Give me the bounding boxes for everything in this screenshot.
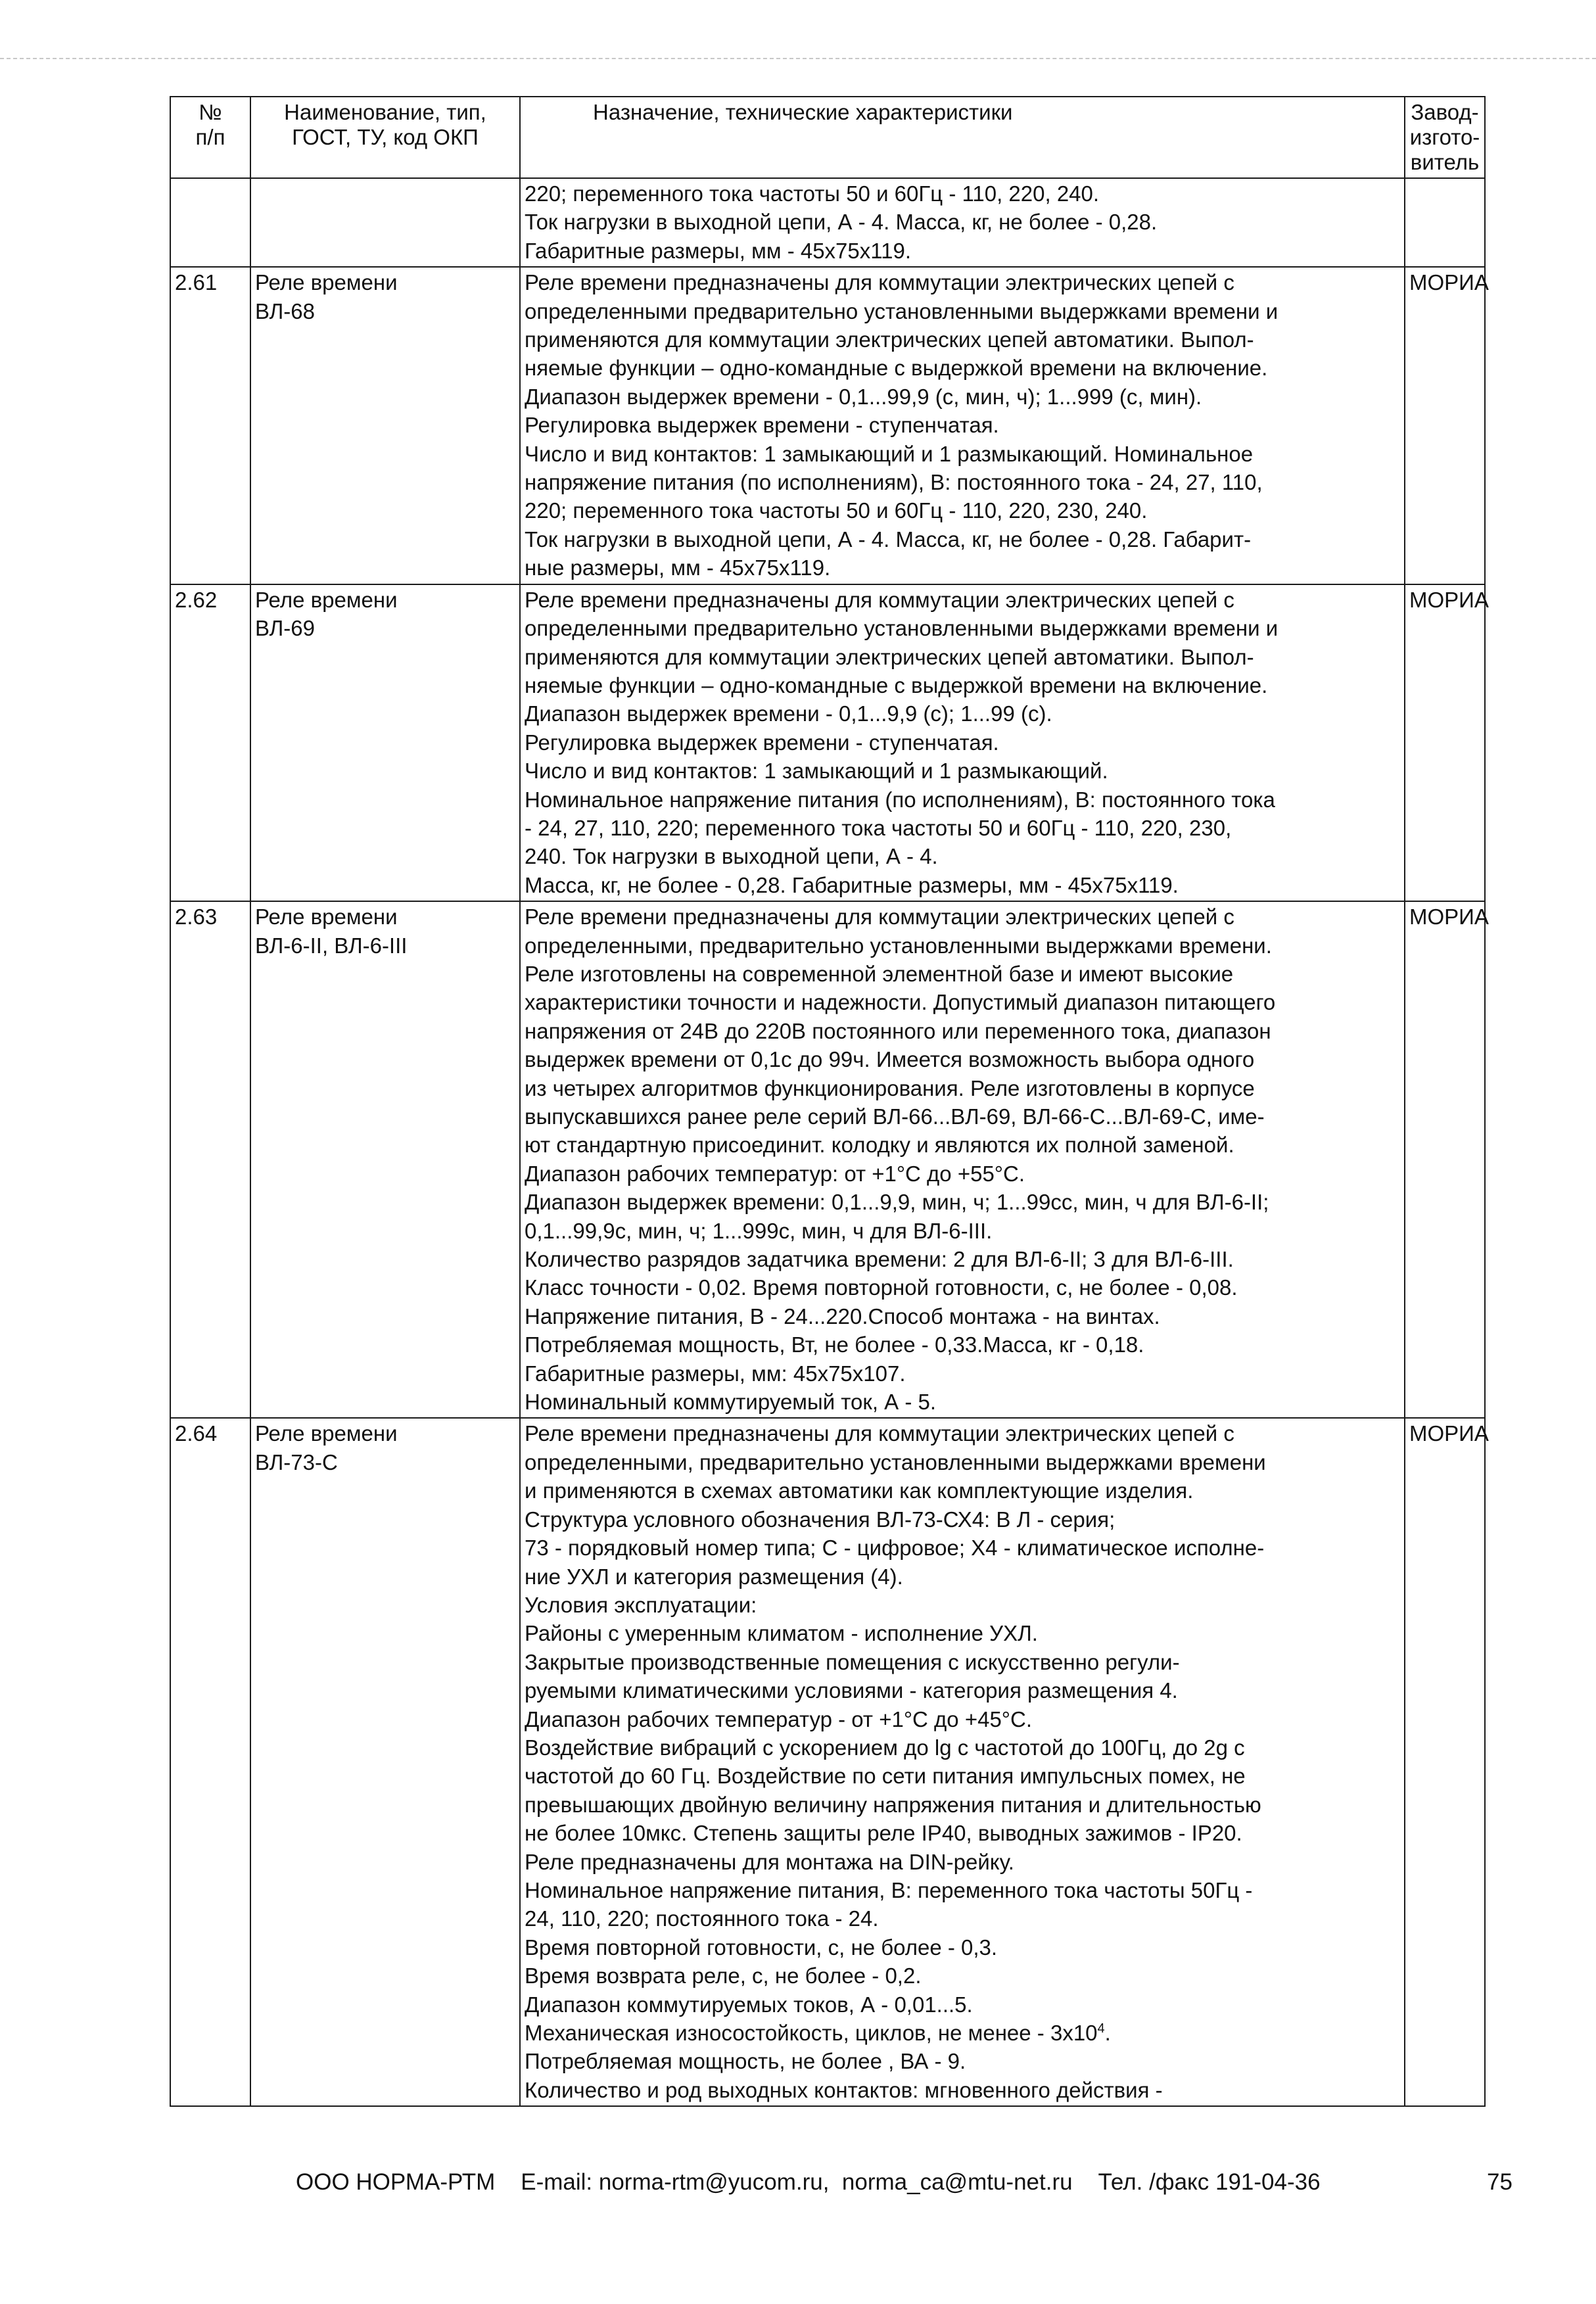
row-number: 2.64 [170,1418,250,2106]
description-line [525,1448,1400,1476]
description-text: Время повторной готовности, с, не более - 0,3. [525,1935,998,1960]
description-text: Время возврата реле, с, не более - 0,2. [525,1963,922,1988]
description-text: няемые функции – одно-командные с выдержкой времени на включение. [525,672,1268,697]
description-text: 73 - порядковый номер типа; С - цифровое; Х4 - климатическое исполне- [525,1536,1265,1561]
description-line [525,786,1400,814]
description-text: 24, 110, 220; постоянного тока - 24. [525,1906,879,1931]
table-row [170,267,1485,584]
description-line [525,842,1400,870]
header-desc: Назначение, технические характеристики [520,97,1405,178]
description-line [525,411,1400,439]
item-name-line: Реле времени [255,270,398,295]
page-footer [296,2169,1512,2196]
description-text: Масса, кг, не более - 0,28. Габаритные размеры, мм - 45x75x119. [525,872,1179,897]
manufacturer: МОРИА [1405,584,1485,901]
description-text: превышающих двойную величину напряжения питания и длительностью [525,1792,1261,1817]
item-name-line: ВЛ-69 [255,616,315,641]
description-line [525,1359,1400,1388]
header-maker-line: изгото- [1409,125,1480,149]
description-text: 220; переменного тока частоты 50 и 60Гц - 110, 220, 230, 240. [525,498,1148,523]
header-maker-line: витель [1410,150,1480,174]
item-name-line: Реле времени [255,905,398,929]
description-text: не более 10мкс. Степень защиты реле IP40, выводных зажимов - IP20. [525,1821,1242,1846]
description-text: Регулировка выдержек времени - ступенчатая. [525,413,999,438]
description-line [525,268,1400,296]
description-line [525,1648,1400,1676]
description-line [525,383,1400,411]
description-text: 220; переменного тока частоты 50 и 60Гц - 110, 220, 240. [525,181,1100,206]
row-number: 2.62 [170,584,250,901]
item-name [250,267,520,584]
description-text: Число и вид контактов: 1 замыкающий и 1 размыкающий. Номинальное [525,441,1254,466]
description-text: 0,1...99,9с, мин, ч; 1...999с, мин, ч для ВЛ-6-III. [525,1218,993,1243]
page-number: 75 [1487,2169,1513,2195]
footer-email-2[interactable]: norma_ca@mtu-net.ru [841,2169,1073,2195]
description-text: ные размеры, мм - 45x75x119. [525,555,831,580]
description-text: Регулировка выдержек времени - ступенчатая. [525,730,999,755]
description-line [525,325,1400,354]
description-text: Воздействие вибраций с ускорением до lg с частотой до 100Гц, до 2g с [525,1735,1245,1760]
description-line [525,2047,1400,2075]
description-text: Потребляемая мощность, Вт, не более - 0,33.Масса, кг - 0,18. [525,1332,1144,1357]
description-line [525,1302,1400,1330]
description-text: выпускавшихся ранее реле серий ВЛ-66...ВЛ-69, ВЛ-66-С...ВЛ-69-С, име- [525,1104,1265,1129]
description-line [525,1045,1400,1073]
description-text: Класс точности - 0,02. Время повторной готовности, с, не более - 0,08. [525,1275,1238,1300]
row-number: 2.63 [170,901,250,1418]
footer-email-1[interactable]: norma-rtm@yucom.ru, [598,2169,830,2195]
description-text: напряжение питания (по исполнениям), В: постоянного тока - 24, 27, 110, [525,470,1263,495]
description-text: Механическая износостойкость, циклов, не менее - 3x10 [525,2021,1098,2045]
description-text: Номинальное напряжение питания (по исполнениям), В: постоянного тока [525,787,1275,812]
description-line [525,1619,1400,1647]
description-line [525,814,1400,842]
description-line [525,2076,1400,2104]
description-text: характеристики точности и надежности. Допустимый диапазон питающего [525,990,1276,1015]
manufacturer [1405,178,1485,267]
description-text: Потребляемая мощность, не более , ВА - 9. [525,2049,966,2074]
description-text: 240. Ток нагрузки в выходной цепи, А - 4. [525,844,938,869]
description-line [525,1733,1400,1762]
item-name-line: Реле времени [255,1421,398,1446]
description-text: применяются для коммутации электрических цепей автоматики. Выпол- [525,644,1254,669]
description-text: Реле времени предназначены для коммутации электрических цепей с [525,905,1234,929]
header-name-line: ГОСТ, ТУ, код ОКП [292,125,479,149]
description-line [525,931,1400,960]
description-text: Реле времени предназначены для коммутации электрических цепей с [525,587,1234,612]
description-line [525,440,1400,468]
description-text: Диапазон рабочих температур: от +1°С до +55°С. [525,1161,1025,1186]
description-line [525,1245,1400,1273]
item-name-line: ВЛ-6-II, ВЛ-6-III [255,933,408,958]
description-text: и применяются в схемах автоматики как комплектующие изделия. [525,1478,1194,1503]
description-line [525,1791,1400,1819]
table-row [170,178,1485,267]
description-text: Диапазон выдержек времени: 0,1...9,9, мин, ч; 1...99сс, мин, ч для ВЛ-6-II; [525,1190,1269,1215]
description-line: Механическая износостойкость, циклов, не менее - $3x10^4$. [525,2021,1111,2045]
item-name-line: Реле времени [255,587,398,612]
description-text: няемые функции – одно-командные с выдержкой времени на включение. [525,356,1268,381]
description-text: Количество разрядов задатчика времени: 2 для ВЛ-6-II; 3 для ВЛ-6-III. [525,1247,1234,1272]
description-text: Закрытые производственные помещения с искусственно регули- [525,1649,1180,1674]
description-line [525,1273,1400,1302]
description-text: определенными, предварительно установленными выдержками времени [525,1449,1266,1474]
table-header-row [170,97,1485,178]
manufacturer: МОРИА [1405,267,1485,584]
description-line [525,643,1400,671]
item-name [250,178,520,267]
footer-email-label: E-mail: [521,2169,593,2195]
description-text: ют стандартную присоединит. колодку и являются их полной заменой. [525,1133,1234,1158]
description-line [525,496,1400,525]
description-text: Напряжение питания, В - 24...220.Способ монтажа - на винтах. [525,1304,1160,1328]
footer-company: ООО НОРМА-РТМ [296,2169,496,2195]
description-line [525,1990,1400,2019]
description-text: Условия эксплуатации: [525,1592,757,1617]
item-name [250,901,520,1418]
description-line [525,1017,1400,1045]
description-line [525,1131,1400,1159]
description-line [525,208,1400,236]
manufacturer: МОРИА [1405,901,1485,1418]
description-line [525,1160,1400,1188]
description-text: Реле времени предназначены для коммутации электрических цепей с [525,270,1234,295]
description-text: выдержек времени от 0,1с до 99ч. Имеется возможность выбора одного [525,1047,1255,1072]
description-text: Ток нагрузки в выходной цепи, А - 4. Масса, кг, не более - 0,28. [525,210,1158,235]
description-line [525,903,1400,931]
description-text: Районы с умеренным климатом - исполнение УХЛ. [525,1621,1038,1646]
description-line [525,179,1400,208]
header-name [250,97,520,178]
header-maker-line: Завод- [1411,100,1479,124]
equipment-spec-table [170,96,1489,2107]
item-name-line: ВЛ-68 [255,298,315,323]
description-line [525,1419,1400,1447]
description-text: Номинальное напряжение питания, В: переменного тока частоты 50Гц - [525,1877,1253,1902]
description-line [525,1217,1400,1245]
description-line [525,1676,1400,1704]
description-text: Габаритные размеры, мм - 45x75x119. [525,238,912,263]
description-line [525,1563,1400,1591]
item-description [520,901,1405,1418]
description-text: Диапазон выдержек времени - 0,1...9,9 (с); 1...99 (с). [525,701,1052,726]
description-line [525,1962,1400,1990]
description-line [525,614,1400,642]
table-row [170,584,1485,901]
description-line [525,1591,1400,1619]
item-description [520,178,1405,267]
item-description [520,1418,1405,2106]
description-text: руемыми климатическими условиями - категория размещения 4. [525,1678,1178,1703]
item-description [520,267,1405,584]
header-num-line: № [199,100,222,124]
description-line [525,468,1400,496]
description-text: Диапазон коммутируемых токов, А - 0,01...5. [525,1992,973,2017]
footer-phone: Тел. /факс 191-04-36 [1098,2169,1321,2195]
header-num [170,97,250,178]
description-line [525,671,1400,699]
table-row [170,1418,1485,2106]
description-line [525,1534,1400,1562]
header-num-line: п/п [195,125,225,149]
description-line [525,1848,1400,1876]
description-text: Число и вид контактов: 1 замыкающий и 1 размыкающий. [525,759,1108,784]
header-name-line: Наименование, тип, [284,100,486,124]
description-line [525,1762,1400,1790]
description-line [525,1705,1400,1733]
item-name-line: ВЛ-73-С [255,1449,338,1474]
description-text: ние УХЛ и категория размещения (4). [525,1564,903,1589]
description-text: Ток нагрузки в выходной цепи, А - 4. Масса, кг, не более - 0,28. Габарит- [525,527,1252,552]
description-line [525,1476,1400,1505]
description-text: Реле времени предназначены для коммутации электрических цепей с [525,1421,1234,1446]
description-line [525,586,1400,614]
header-maker [1405,97,1485,178]
description-line [525,1876,1400,1904]
description-line [525,1188,1400,1216]
description-text: Габаритные размеры, мм: 45x75x107. [525,1361,906,1386]
description-line [525,553,1400,582]
exponent: 4 [1097,2021,1105,2036]
description-text: напряжения от 24В до 220В постоянного или переменного тока, диапазон [525,1018,1271,1043]
description-line [525,699,1400,728]
manufacturer: МОРИА [1405,1418,1485,2106]
description-text: Номинальный коммутируемый ток, А - 5. [525,1390,937,1415]
description-text: - 24, 27, 110, 220; переменного тока частоты 50 и 60Гц - 110, 220, 230, [525,815,1232,840]
description-line [525,525,1400,553]
description-line [525,988,1400,1016]
description-line [525,354,1400,382]
description-line [525,1819,1400,1847]
description-text: определенными предварительно установленными выдержками времени и [525,298,1279,323]
description-line [525,1904,1400,1933]
description-text: определенными, предварительно установленными выдержками времени. [525,933,1272,958]
row-number [170,178,250,267]
description-text: Диапазон рабочих температур - от +1°С до +45°С. [525,1706,1032,1731]
description-line [525,1102,1400,1131]
description-line [525,757,1400,785]
table-row [170,901,1485,1418]
description-line [525,871,1400,899]
item-name [250,1418,520,2106]
description-text: Количество и род выходных контактов: мгновенного действия - [525,2077,1163,2102]
item-name [250,584,520,901]
description-text: Реле предназначены для монтажа на DIN-рейку. [525,1849,1014,1874]
description-text: применяются для коммутации электрических цепей автоматики. Выпол- [525,327,1254,352]
description-line [525,1074,1400,1102]
description-line [525,728,1400,757]
description-text: частотой до 60 Гц. Воздействие по сети питания импульсных помех, не [525,1764,1246,1789]
description-line [525,1330,1400,1359]
description-line [525,1388,1400,1416]
description-line [525,297,1400,325]
description-text: Реле изготовлены на современной элементной базе и имеют высокие [525,961,1234,986]
description-text: Структура условного обозначения ВЛ-73-СХ4: В Л - серия; [525,1507,1115,1532]
description-text: из четырех алгоритмов функционирования. Реле изготовлены в корпусе [525,1075,1255,1100]
scan-artifact-line [0,58,1596,71]
description-text: Диапазон выдержек времени - 0,1...99,9 (с, мин, ч); 1...999 (с, мин). [525,384,1202,409]
table-body [170,178,1489,2106]
item-description [520,584,1405,901]
description-text: определенными предварительно установленными выдержками времени и [525,616,1279,641]
description-line [525,237,1400,265]
description-line [525,1933,1400,1962]
row-number: 2.61 [170,267,250,584]
description-line [525,1505,1400,1534]
description-line [525,960,1400,988]
